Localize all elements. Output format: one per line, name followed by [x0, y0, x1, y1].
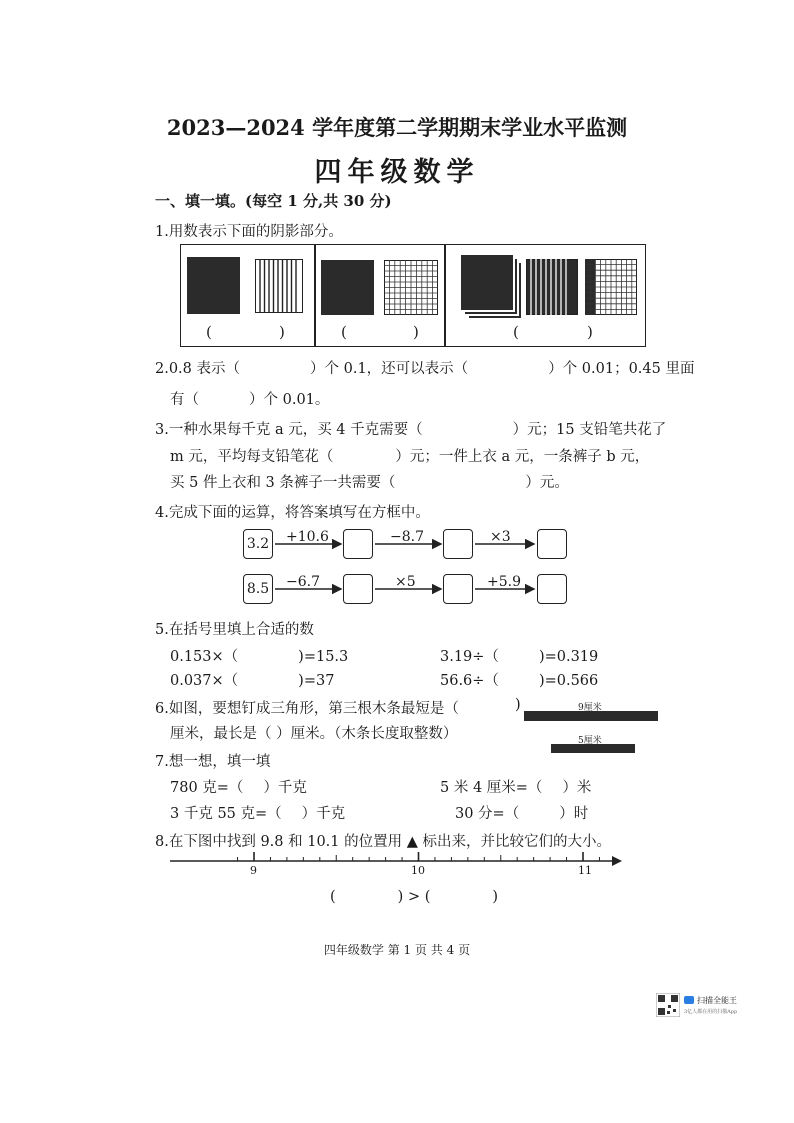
shaded-whole-squares-stack — [461, 255, 513, 310]
question-5-text: 5.在括号里填上合适的数 — [155, 622, 314, 638]
hundredths-grid — [384, 260, 438, 315]
figure-divider — [314, 245, 316, 346]
question-3-line-3 — [170, 471, 569, 492]
q7-item-right: ）时 — [559, 806, 589, 822]
answer-blank-open[interactable]: ( — [341, 323, 347, 341]
q5-item — [170, 645, 348, 666]
q5-item-right: )=15.3 — [298, 649, 349, 665]
q7-item-right: ）千克 — [263, 780, 307, 796]
q8-text-part: 标出来，并比较它们的大小。 — [422, 834, 611, 850]
q2-text-part: ）个 0.1，还可以表示（ — [310, 361, 469, 377]
q5-item-right: )=0.566 — [538, 673, 599, 689]
answer-box[interactable] — [343, 529, 373, 559]
answer-blank-open[interactable]: ( — [513, 323, 519, 341]
q5-item — [440, 669, 598, 690]
question-4-text: 4.完成下面的运算，将答案填写在方框中。 — [155, 505, 430, 521]
q7-item-left: 780 克=（ — [170, 780, 244, 796]
q2-text-part: 2.0.8 表示（ — [155, 361, 241, 377]
q7-item-left: 3 千克 55 克=（ — [170, 806, 282, 822]
scanner-sub: 3亿人都在用的扫描App — [684, 1009, 738, 1015]
partially-shaded-hundredths-grid — [585, 259, 637, 315]
answer-blank-close: ) — [279, 323, 285, 341]
shaded-tenths-grid — [255, 259, 303, 313]
answer-blank-open[interactable]: ( — [206, 323, 212, 341]
question-2-line-2 — [170, 388, 329, 409]
q7-item-left: 5 米 4 厘米=（ — [440, 780, 543, 796]
q6-paren-close: ) — [515, 697, 521, 713]
question-3-line-2 — [170, 445, 649, 466]
answer-box[interactable] — [537, 574, 567, 604]
q5-item-left: 0.037×（ — [170, 673, 239, 689]
q5-item-right: )=37 — [298, 673, 335, 689]
shaded-whole-square — [321, 260, 374, 315]
q3-text-part: ）元；一件上衣 a 元，一条裤子 b 元， — [395, 449, 650, 465]
operation-label: +5.9 — [487, 574, 521, 590]
q7-item — [440, 776, 591, 797]
start-value-box: 8.5 — [243, 574, 273, 604]
compare-close: ) — [492, 889, 499, 905]
tick-label: 10 — [411, 864, 425, 877]
qr-code-icon — [656, 993, 680, 1017]
operation-label: ×5 — [395, 574, 416, 590]
triangle-icon: ▲ — [406, 834, 418, 850]
q3-text-part: ）元。 — [525, 475, 569, 491]
section-heading: 一、填一填。(每空 1 分,共 30 分) — [155, 192, 392, 210]
q5-item-left: 56.6÷（ — [440, 673, 499, 689]
q7-item-left: 30 分=（ — [455, 806, 520, 822]
scanner-logo-icon — [684, 996, 694, 1004]
question-6-line-2: 厘米，最长是（ ）厘米。（木条长度取整数） — [170, 726, 458, 742]
shaded-figures-box — [180, 244, 646, 347]
answer-box[interactable] — [443, 529, 473, 559]
page-footer: 四年级数学 第 1 页 共 4 页 — [323, 943, 471, 957]
q5-item-left: 0.153×（ — [170, 649, 239, 665]
answer-box[interactable] — [343, 574, 373, 604]
q8-text-part: 8.在下图中找到 9.8 和 10.1 的位置用 — [155, 834, 403, 850]
operation-label: +10.6 — [286, 529, 329, 545]
q5-item-left: 3.19÷（ — [440, 649, 499, 665]
start-value-box: 3.2 — [243, 529, 273, 559]
question-6-line-1: 6.如图，要想钉成三角形，第三根木条最短是（ — [155, 701, 459, 717]
stick-5cm-label: 5厘米 — [578, 736, 602, 746]
shaded-whole-square — [187, 257, 240, 314]
exam-subtitle: 四年级数学 — [314, 157, 480, 188]
q3-text-part: 买 5 件上衣和 3 条裤子一共需要（ — [170, 475, 396, 491]
q7-item-right: ）米 — [562, 780, 592, 796]
tick-label: 11 — [578, 864, 592, 877]
tick-label: 9 — [250, 864, 257, 877]
answer-box[interactable] — [537, 529, 567, 559]
q7-item — [455, 802, 588, 823]
answer-blank-close: ) — [413, 323, 419, 341]
stick-9cm-label: 9厘米 — [578, 703, 602, 713]
comparison-line — [330, 889, 498, 905]
figure-divider — [444, 245, 446, 346]
number-line — [165, 850, 625, 872]
q2-text-part: ）个 0.01；0.45 里面 — [548, 361, 695, 377]
question-3-line-1 — [155, 418, 666, 439]
q5-item — [440, 645, 598, 666]
q2-text-part: ）个 0.01。 — [249, 392, 330, 408]
compare-open: ( — [330, 889, 336, 905]
q3-text-part: ）元；15 支铅笔共花了 — [512, 422, 667, 438]
question-7-text: 7.想一想，填一填 — [155, 754, 271, 770]
shaded-tenths-grid — [526, 259, 578, 315]
q2-text-part: 有（ — [170, 392, 199, 408]
operation-label: −6.7 — [286, 574, 320, 590]
q3-text-part: 3.一种水果每千克 a 元，买 4 千克需要（ — [155, 422, 423, 438]
q7-item-right: ）千克 — [301, 806, 346, 822]
q7-item — [170, 802, 345, 823]
question-2-line-1 — [155, 357, 694, 378]
q5-item — [170, 669, 334, 690]
compare-middle: ) > ( — [397, 889, 431, 905]
q3-text-part: m 元，平均每支铅笔花（ — [170, 449, 334, 465]
exam-title: 2023—2024 学年度第二学期期末学业水平监测 — [166, 115, 628, 140]
operation-label: ×3 — [490, 529, 511, 545]
scanner-label: 扫描全能王 — [697, 996, 737, 1005]
q7-item — [170, 776, 307, 797]
question-1-text: 1.用数表示下面的阴影部分。 — [155, 224, 343, 240]
answer-blank-close: ) — [587, 323, 593, 341]
question-8-text — [155, 830, 611, 851]
answer-box[interactable] — [443, 574, 473, 604]
q5-item-right: )=0.319 — [538, 649, 599, 665]
operation-label: −8.7 — [390, 529, 424, 545]
